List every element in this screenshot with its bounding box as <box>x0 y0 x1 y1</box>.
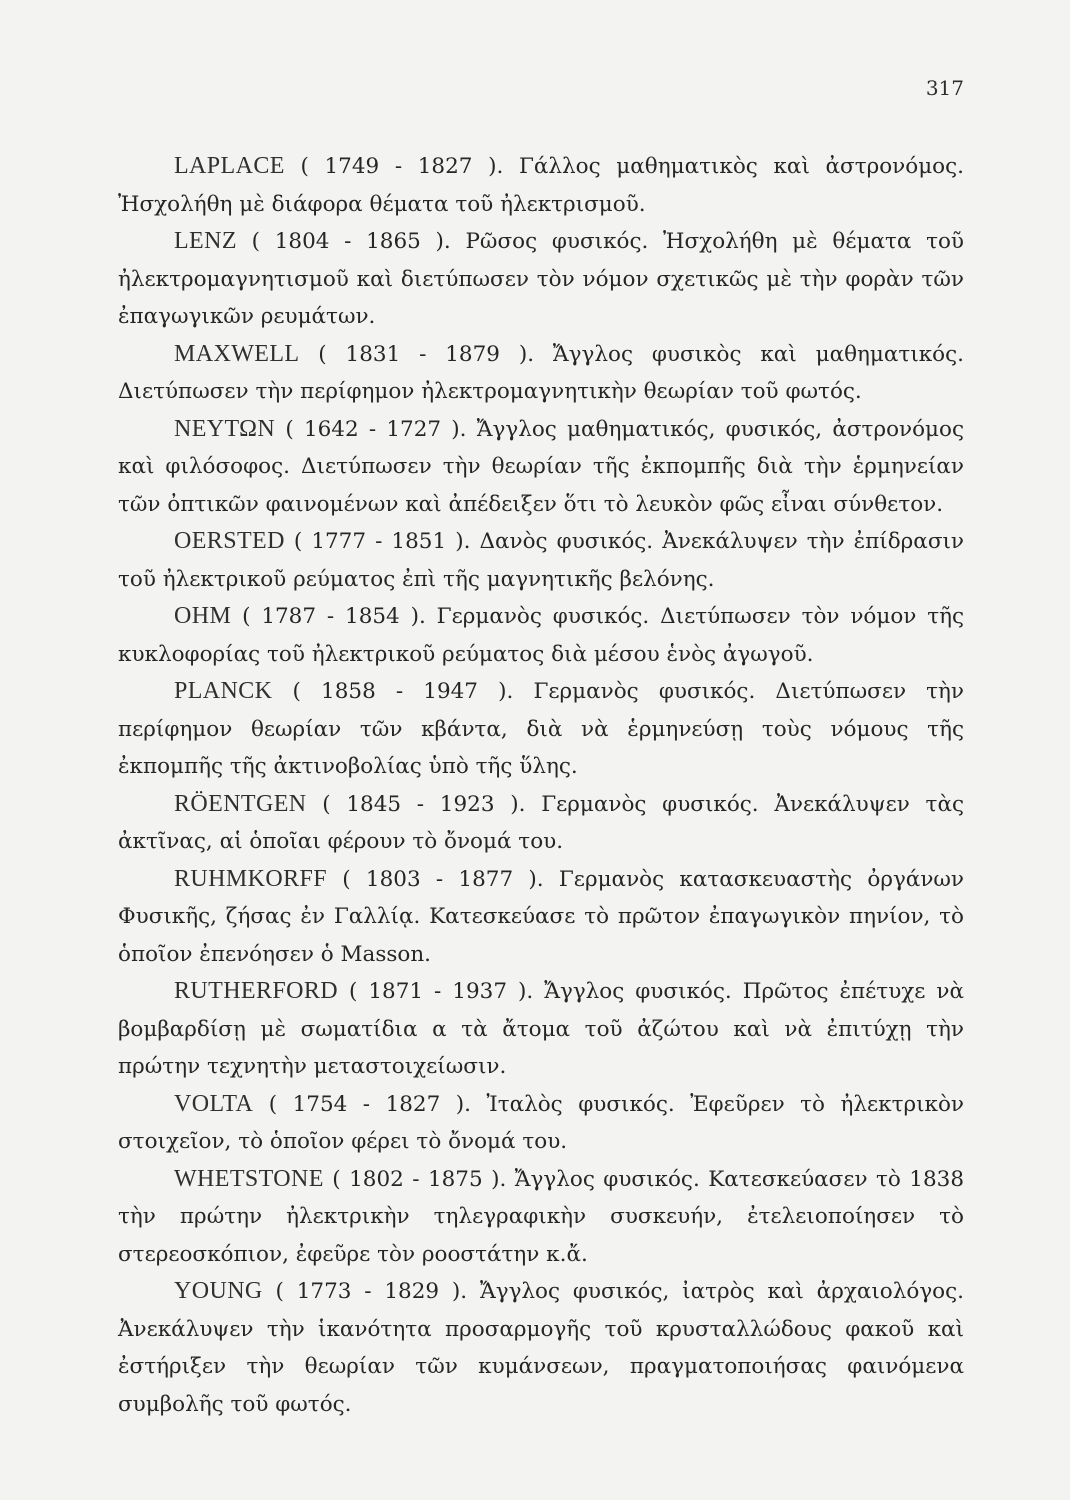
entry-dates: ( 1804 - 1865 ). <box>236 229 466 254</box>
entry-description: Γερμανὸς φυσικός. Ἀνεκάλυψεν τὰς ἀκτῖνας, αἱ ὁποῖαι φέρουν τὸ ὄνομά του. <box>118 791 964 854</box>
entry-description: Ἰταλὸς φυσικός. Ἐφεῦρεν τὸ ἠλεκτρικὸν στοιχεῖον, τὸ ὁποῖον φέρει τὸ ὄνομά του. <box>118 1091 964 1154</box>
entry-name: YOUNG <box>174 1278 263 1304</box>
entry-name: PLANCK <box>174 678 273 704</box>
entry-dates: ( 1642 - 1727 ). <box>275 416 477 442</box>
biography-entry <box>118 223 964 336</box>
entry-description: Γερμανὸς φυσικός. Διετύπωσεν τὴν περίφημον θεωρίαν τῶν κβάντα, διὰ νὰ ἑρμηνεύσῃ τοὺς νόμους τῆς ἐκπομπῆς τῆς ἀκτινοβολίας ὑπὸ τῆς ὕλης. <box>118 679 964 779</box>
biography-entry <box>118 523 964 598</box>
biography-entry <box>118 1161 964 1274</box>
entry-dates: ( 1858 - 1947 ). <box>272 679 534 704</box>
entry-name: VOLTA <box>174 1090 254 1117</box>
entry-description: Ἄγγλος φυσικός. Κατεσκεύασεν τὸ 1838 τὴν πρώτην ἠλεκτρικὴν τηλεγραφικὴν συσκευήν, ἐτελειοποίησεν τὸ στερεοσκόπιον, ἐφεῦρε τὸν ροοστάτην κ.ἄ. <box>118 1166 964 1267</box>
entry-dates: ( 1787 - 1854 ). <box>231 604 437 629</box>
biography-list <box>118 148 964 1423</box>
page-number: 317 <box>925 76 964 100</box>
entry-description: Γερμανὸς κατασκευαστὴς ὀργάνων Φυσικῆς, ζήσας ἐν Γαλλίᾳ. Κατεσκεύασε τὸ πρῶτον ἐπαγωγικὸν πηνίον, τὸ ὁποῖον ἐπενόησεν ὁ Masson. <box>118 866 964 967</box>
entry-dates: ( 1831 - 1879 ). <box>299 341 553 367</box>
entry-description: Ἄγγλος μαθηματικός, φυσικός, ἀστρονόμος καὶ φιλόσοφος. Διετύπωσεν τὴν θεωρίαν τῆς ἐκπομπῆς διὰ τὴν ἑρμηνείαν τῶν ὀπτικῶν φαινομένων καὶ ἀπέδειξεν ὅτι τὸ λευκὸν φῶς εἶναι σύνθετον. <box>118 416 964 517</box>
biography-entry <box>118 148 964 223</box>
biography-entry <box>118 1086 964 1161</box>
entry-name: LENZ <box>174 228 237 254</box>
biography-entry <box>118 1273 964 1423</box>
entry-name: RUTHERFORD <box>174 978 339 1004</box>
entry-description: Ἄγγλος φυσικὸς καὶ μαθηματικός. Διετύπωσεν τὴν περίφημον ἠλεκτρομαγνητικὴν θεωρίαν τοῦ φωτός. <box>118 341 965 404</box>
entry-description: Γερμανὸς φυσικός. Διετύπωσεν τὸν νόμον τῆς κυκλοφορίας τοῦ ἠλεκτρικοῦ ρεύματος διὰ μέσου ἑνὸς ἀγωγοῦ. <box>118 604 965 667</box>
biography-entry <box>118 786 964 861</box>
entry-name: WHETSTONE <box>174 1165 324 1192</box>
entry-name: MAXWELL <box>174 340 300 367</box>
biography-entry <box>118 673 964 786</box>
entry-name: RUHMKORFF <box>174 865 327 892</box>
entry-description: Ἄγγλος φυσικός. Πρῶτος ἐπέτυχε νὰ βομβαρδίσῃ μὲ σωματίδια α τὰ ἄτομα τοῦ ἀζώτου καὶ νὰ ἐπιτύχῃ τὴν πρώτην τεχνητὴν μεταστοιχείωσιν. <box>118 979 964 1079</box>
entry-name: OHM <box>174 603 232 629</box>
entry-name: OERSTED <box>174 528 285 554</box>
entry-name: LAPLACE <box>174 153 285 179</box>
entry-description: Ἄγγλος φυσικός, ἰατρὸς καὶ ἀρχαιολόγος. Ἀνεκάλυψεν τὴν ἱκανότητα προσαρμογῆς τοῦ κρυσταλλώδους φακοῦ καὶ ἐστήριξεν τὴν θεωρίαν τῶν κυμάνσεων, πραγματοποιήσας φαινόμενα συμβολῆς τοῦ φωτός. <box>118 1279 964 1417</box>
biography-entry <box>118 336 964 411</box>
entry-dates: ( 1802 - 1875 ). <box>323 1166 515 1192</box>
biography-entry <box>118 973 964 1086</box>
entry-name: RÖENTGEN <box>174 790 307 817</box>
entry-dates: ( 1754 - 1827 ). <box>253 1091 487 1117</box>
entry-dates: ( 1749 - 1827 ). <box>284 154 519 179</box>
entry-description: Δανὸς φυσικός. Ἀνεκάλυψεν τὴν ἐπίδρασιν τοῦ ἠλεκτρικοῦ ρεύματος ἐπὶ τῆς μαγνητικῆς βελόνης. <box>118 529 964 592</box>
entry-dates: ( 1777 - 1851 ). <box>284 529 480 554</box>
biography-entry <box>118 861 964 974</box>
entry-name: ΝΕΥΤΩΝ <box>174 415 276 442</box>
biography-entry <box>118 411 964 524</box>
entry-description: Ρῶσος φυσικός. Ἠσχολήθη μὲ θέματα τοῦ ἠλεκτρομαγνητισμοῦ καὶ διετύπωσεν τὸν νόμον σχετικῶς μὲ τὴν φορὰν τῶν ἐπαγωγικῶν ρευμάτων. <box>118 229 964 329</box>
entry-dates: ( 1803 - 1877 ). <box>326 866 559 892</box>
entry-description: Γάλλος μαθηματικὸς καὶ ἀστρονόμος. Ἠσχολήθη μὲ διάφορα θέματα τοῦ ἠλεκτρισμοῦ. <box>118 154 964 217</box>
entry-dates: ( 1773 - 1829 ). <box>262 1279 480 1304</box>
entry-dates: ( 1871 - 1937 ). <box>338 979 545 1004</box>
entry-dates: ( 1845 - 1923 ). <box>306 791 542 817</box>
biography-entry <box>118 598 964 673</box>
